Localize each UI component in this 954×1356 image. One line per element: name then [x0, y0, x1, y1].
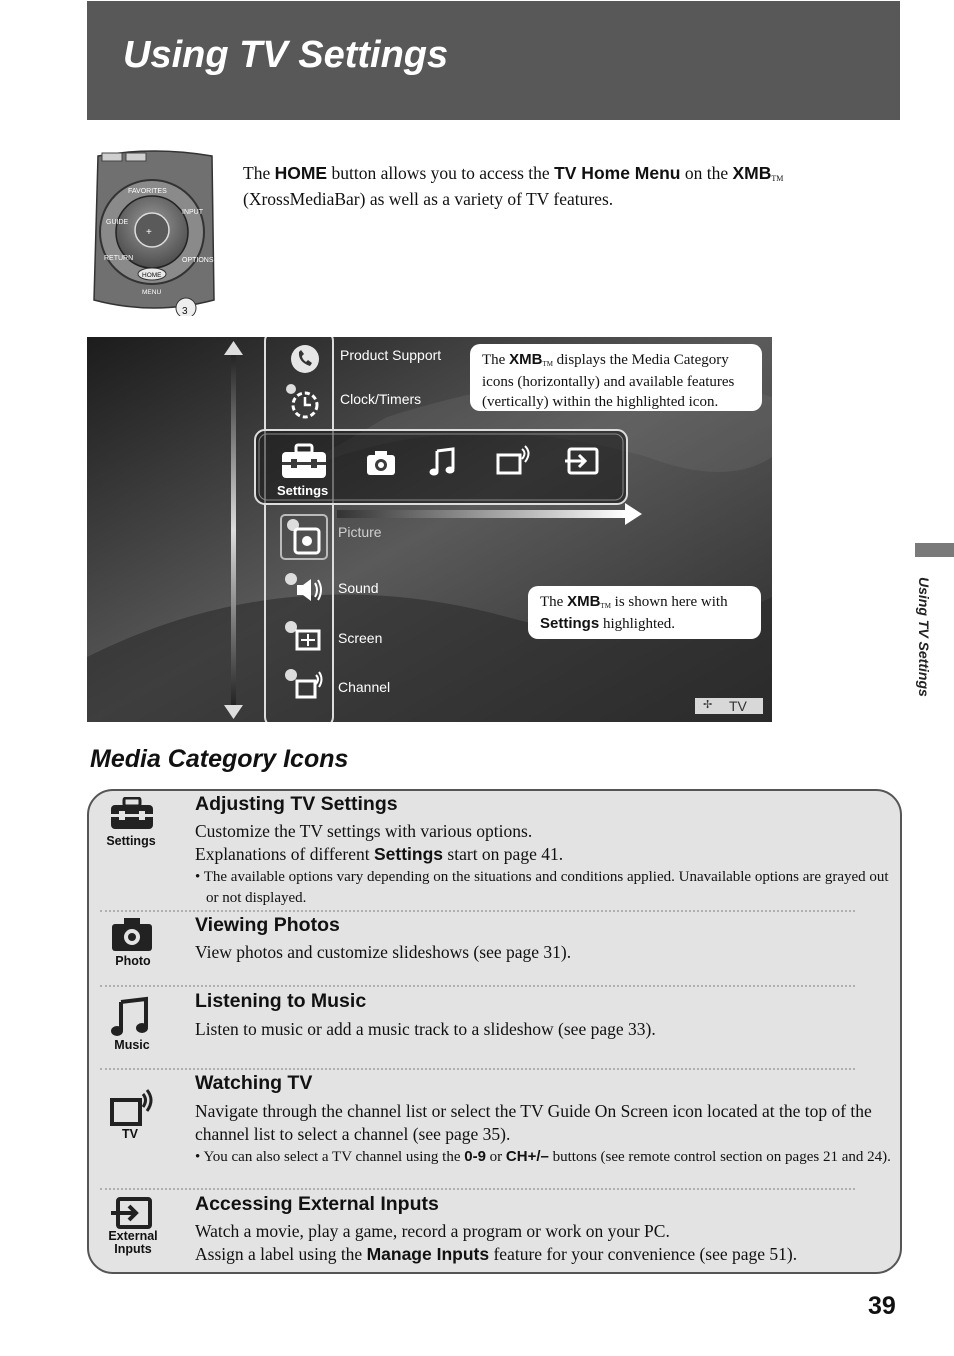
- music-note-icon: [429, 447, 457, 477]
- category-title-tv: Watching TV: [195, 1072, 313, 1094]
- phone-icon: [290, 344, 320, 374]
- category-text-settings-1: Customize the TV settings with various options.: [195, 821, 533, 841]
- antenna-icon: ✢: [703, 699, 713, 711]
- category-title-settings: Adjusting TV Settings: [195, 793, 398, 815]
- music-note-icon: [110, 996, 150, 1038]
- category-title-photo: Viewing Photos: [195, 914, 340, 936]
- tv-icon: [108, 1086, 156, 1128]
- channel-icon: [283, 667, 325, 701]
- settings-toolbox-icon: [279, 443, 329, 479]
- category-icon-label-music: Music: [114, 1038, 150, 1052]
- category-text-settings-2: Explanations of different Settings start on page 41.: [195, 844, 564, 864]
- screen-icon: [283, 619, 323, 653]
- divider: [100, 1188, 855, 1190]
- category-icon-label-settings: Settings: [106, 834, 156, 848]
- xmb-category-settings-label: Settings: [277, 483, 329, 498]
- divider: [100, 1068, 855, 1070]
- xmb-item-sound: Sound: [338, 580, 379, 596]
- category-text-photo: View photos and customize slideshows (see page 31).: [195, 942, 572, 962]
- camera-icon: [365, 449, 397, 477]
- category-title-music: Listening to Music: [195, 990, 367, 1012]
- xmb-item-clock-timers: Clock/Timers: [340, 391, 422, 407]
- category-title-external-inputs: Accessing External Inputs: [195, 1193, 439, 1215]
- remote-control-illustration: [90, 150, 218, 316]
- xmb-item-picture: Picture: [338, 524, 382, 540]
- side-tab-marker: [915, 543, 954, 557]
- divider: [100, 910, 855, 912]
- svg-text:3: 3: [182, 306, 188, 316]
- section-title: Media Category Icons: [90, 745, 349, 773]
- intro-paragraph: The HOME button allows you to access the TV Home Menu on the $XMB_{TM}$ (XrossMediaBar) as well as a variety of TV features.: [243, 163, 784, 209]
- status-badge: [695, 698, 763, 714]
- category-text-external-inputs-1: Watch a movie, play a game, record a program or work on your PC.: [195, 1221, 670, 1241]
- svg-text:GUIDE: GUIDE: [106, 219, 129, 226]
- svg-text:MENU: MENU: [142, 289, 162, 296]
- svg-text:+: +: [146, 227, 152, 238]
- xmb-item-screen: Screen: [338, 630, 383, 646]
- category-note-settings: • The available options vary depending on the situations and conditions applied. Unavailable options are grayed out or not displayed.: [195, 869, 889, 906]
- picture-settings-icon: [279, 513, 329, 561]
- category-text-tv: Navigate through the channel list or select the TV Guide On Screen icon located at the top of the channel list to select a channel (see page 35).: [195, 1101, 872, 1144]
- external-input-icon: [110, 1196, 154, 1230]
- category-icon-label-photo: Photo: [115, 954, 151, 968]
- xmb-screen-illustration: [87, 337, 772, 722]
- category-text-external-inputs-2: Assign a label using the Manage Inputs feature for your convenience (see page 51).: [195, 1244, 798, 1264]
- camera-icon: [111, 916, 153, 952]
- divider: [100, 985, 855, 987]
- svg-text:HOME: HOME: [142, 272, 162, 279]
- svg-text:OPTIONS: OPTIONS: [182, 257, 214, 264]
- page-title: Using TV Settings: [123, 34, 449, 76]
- status-text: TV: [729, 698, 747, 714]
- svg-text:INPUT: INPUT: [182, 209, 203, 216]
- clock-timer-icon: [283, 381, 323, 421]
- page-number: 39: [868, 1292, 896, 1320]
- sound-icon: [283, 571, 327, 605]
- callout-xmb-description: The $XMB_{TM}$ displays the Media Category icons (horizontally) and available features (vertically) within the highlighted icon.: [470, 344, 762, 411]
- category-text-music: Listen to music or add a music track to a slideshow (see page 33).: [195, 1019, 656, 1039]
- svg-text:FAVORITES: FAVORITES: [128, 188, 167, 195]
- xmb-item-channel: Channel: [338, 679, 391, 695]
- tv-icon: [495, 443, 531, 477]
- category-note-tv: • You can also select a TV channel using the 0-9 or CH+/– buttons (see remote control section on pages 21 and 24).: [195, 1148, 891, 1165]
- external-input-icon: [563, 445, 601, 477]
- callout-settings-highlighted: The $XMB_{TM}$ is shown here with Settings highlighted.: [528, 586, 761, 639]
- category-icon-label-external-inputs: External Inputs: [108, 1229, 158, 1256]
- category-icon-label-tv: TV: [122, 1127, 138, 1141]
- xmb-item-product-support: Product Support: [340, 347, 442, 363]
- svg-text:RETURN: RETURN: [104, 255, 134, 262]
- settings-toolbox-icon: [109, 797, 155, 831]
- side-tab-label: Using TV Settings: [916, 577, 932, 697]
